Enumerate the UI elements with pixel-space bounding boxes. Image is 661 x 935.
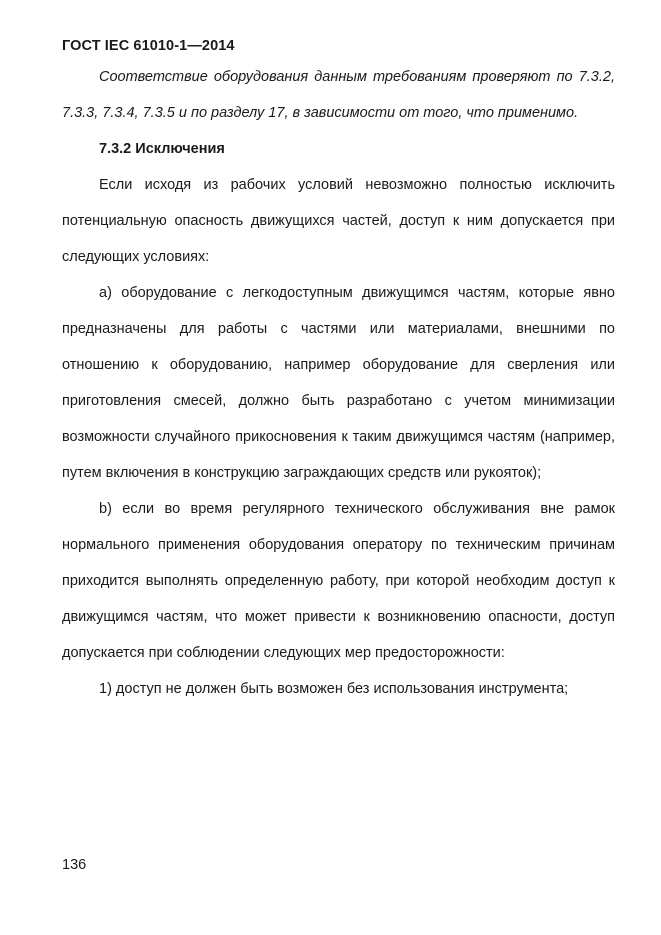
page-number: 136 [62, 857, 87, 873]
sub-list-item-1: 1) доступ не должен быть возможен без использования инструмента; [99, 681, 569, 697]
compliance-paragraph: Соответствие оборудования данным требованиям проверяют по 7.3.2, 7.3.3, 7.3.4, 7.3.5 и по разделу 17, в зависимости от того, что применимо. [62, 69, 615, 121]
list-item-b: b) если во время регулярного технического обслуживания вне рамок нормального применения оборудования оператору по техническим причинам приходится выполнять определенную работу, при которой необходим доступ к движущимся частям, что может привести к возникновению опасности, доступ допускается при соблюдении следующих мер предосторожности: [62, 501, 615, 661]
document-header: ГОСТ IEC 61010-1—2014 [62, 38, 235, 54]
section-heading: 7.3.2 Исключения [99, 141, 225, 157]
list-item-a: а) оборудование с легкодоступным движущимся частям, которые явно предназначены для работы с частями или материалами, внешними по отношению к оборудованию, например оборудование для сверления или приготовления смесей, должно быть разработано с учетом минимизации возможности случайного прикосновения к таким движущимся частям (например, путем включения в конструкцию заграждающих средств или рукояток); [62, 285, 615, 481]
document-body [62, 59, 615, 707]
intro-paragraph: Если исходя из рабочих условий невозможно полностью исключить потенциальную опасность движущихся частей, доступ к ним допускается при следующих условиях: [62, 177, 615, 265]
